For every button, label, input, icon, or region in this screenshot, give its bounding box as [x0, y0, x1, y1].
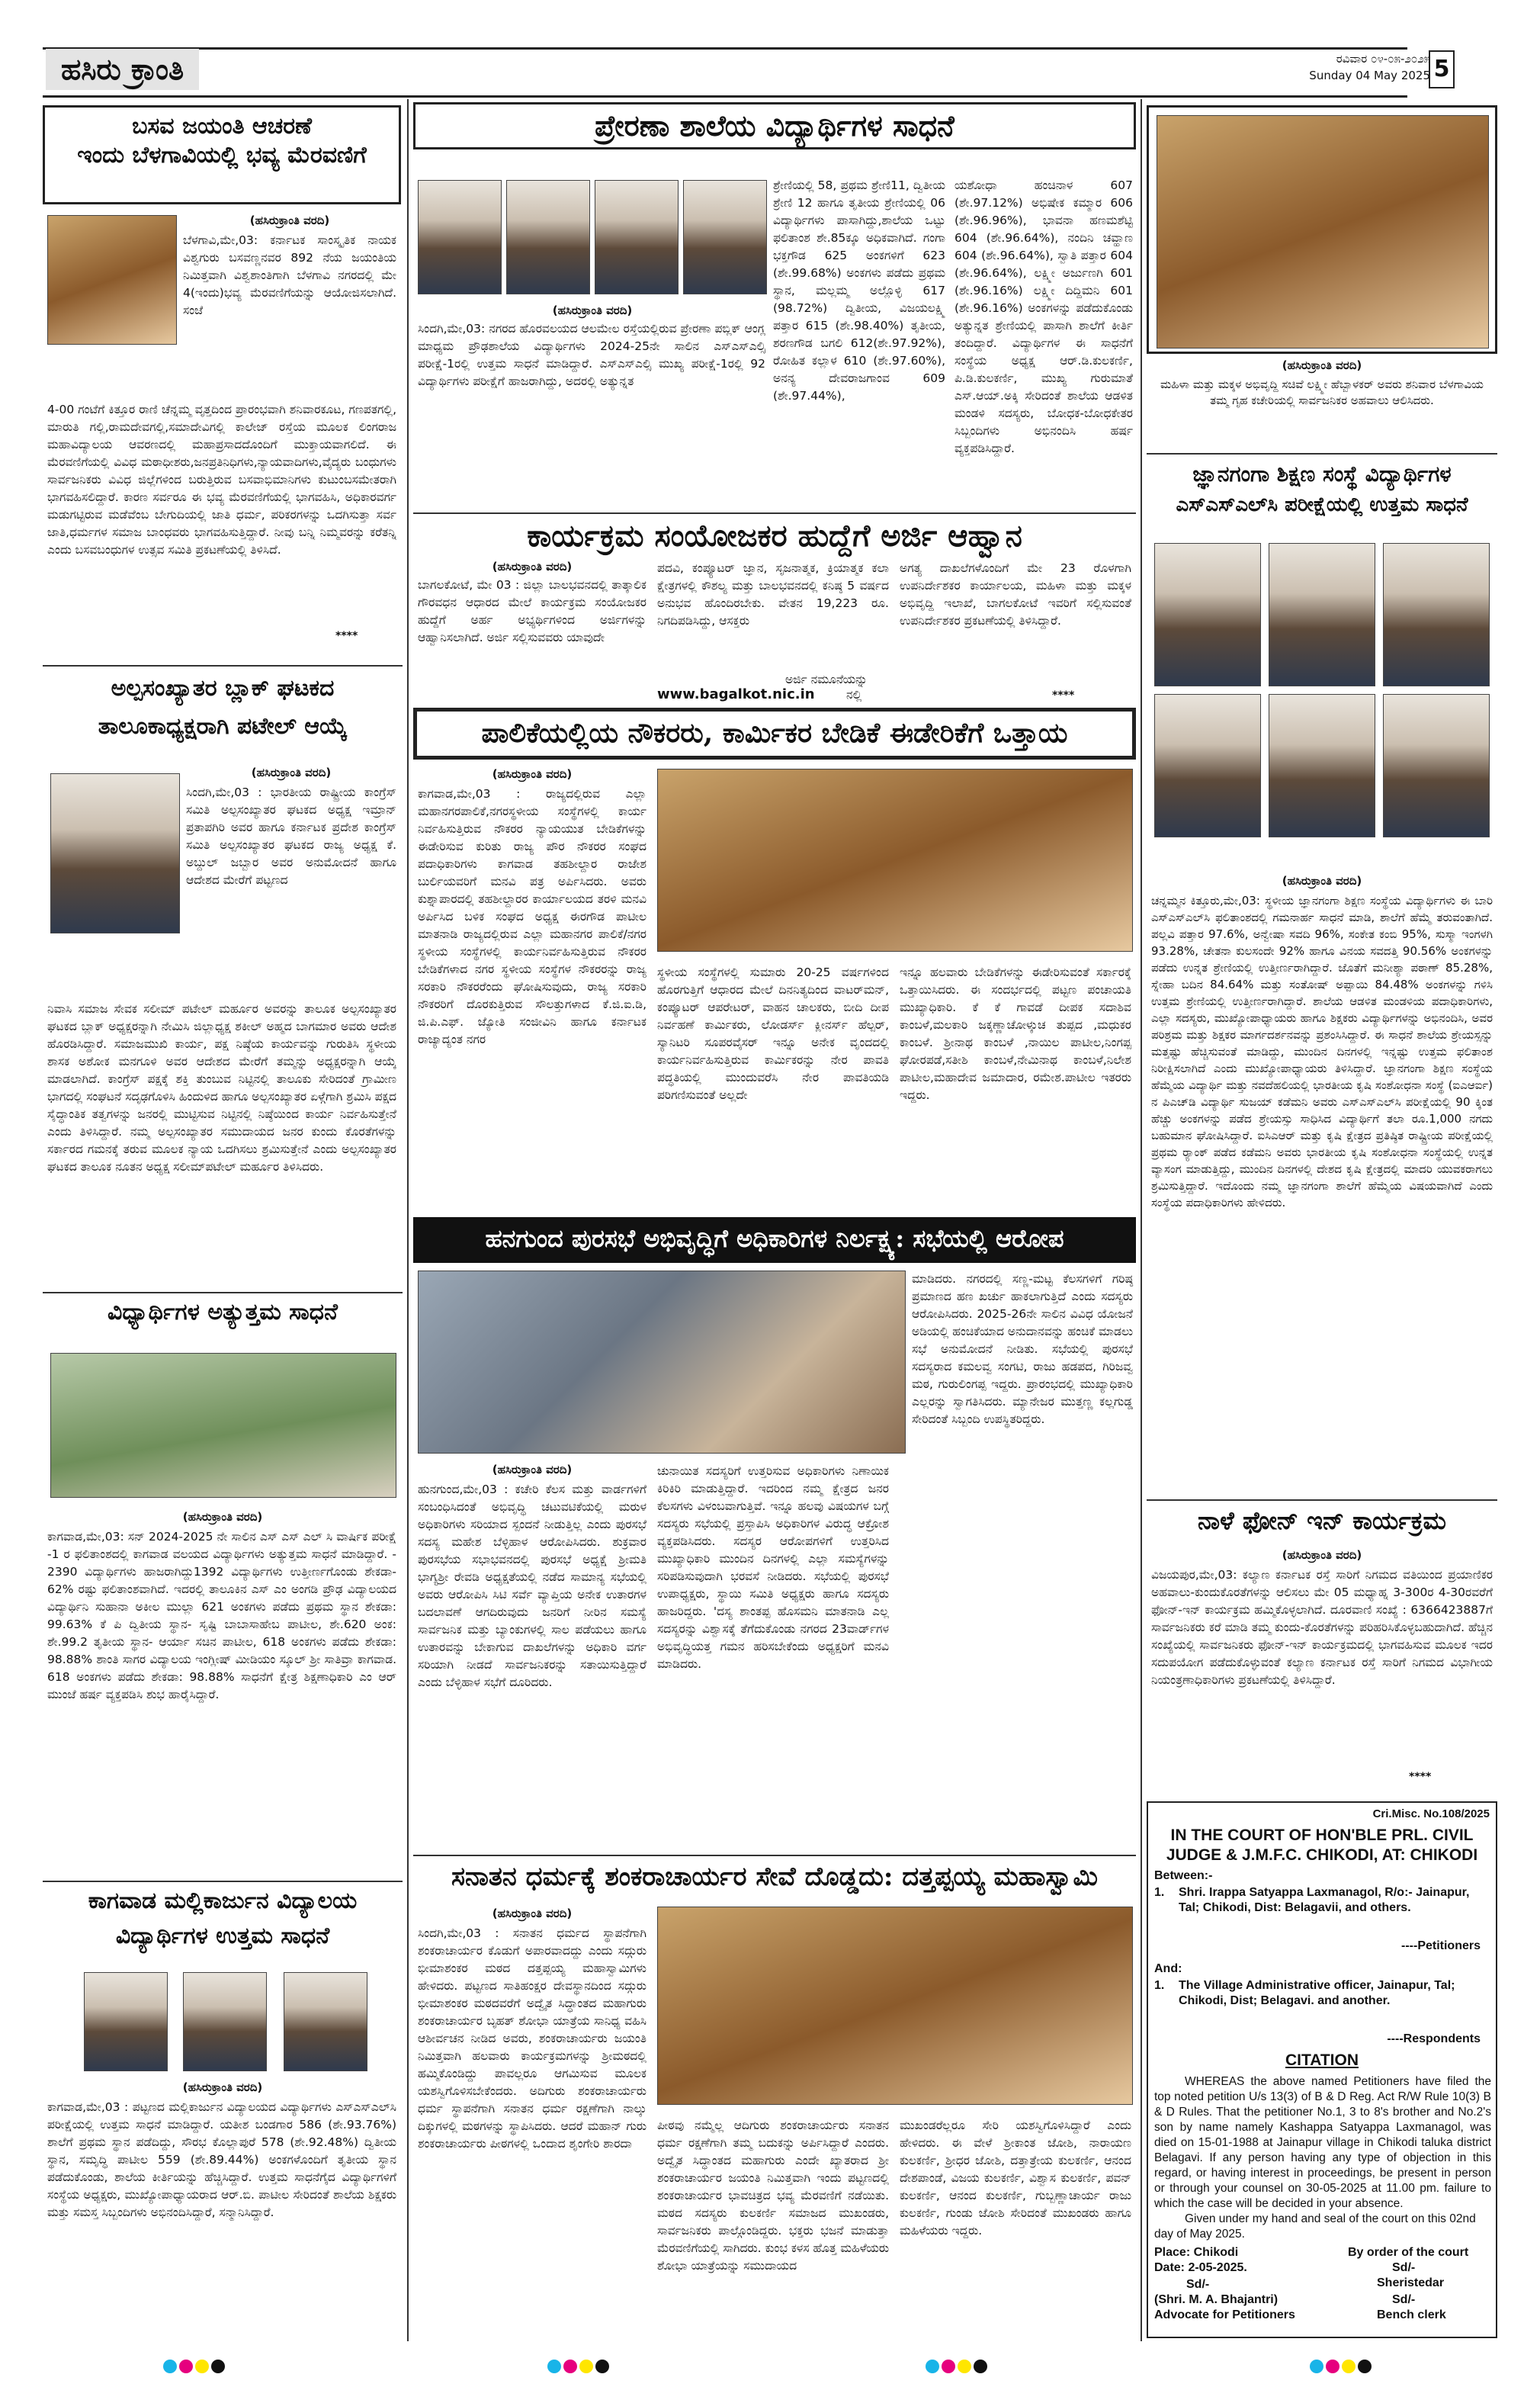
- court-place: Place: Chikodi: [1154, 2246, 1239, 2259]
- phonein-title: ನಾಳೆ ಫೋನ್ ಇನ್ ಕಾರ್ಯಕ್ರಮ: [1198, 1506, 1446, 1535]
- basava-body: 4-00 ಗಂಟೆಗೆ ಕಿತ್ತೂರ ರಾಣಿ ಚೆನ್ನಮ್ಮ ವೃತ್ತದಿಂದ ಪ್ರಾರಂಭವಾಗಿ ಶನಿವಾರಕೂಟ, ಗಣಪತಗಲ್ಲಿ, ಮಾರುತಿ ಗಲ್ಲಿ,ರಾಮದೇವಗಲ್ಲಿ,ಸಮಾದೇವಿಗಲ್ಲಿ ಕಾಲೇಜ್ ರಸ್ತೆಯ ಮೂಲಕ ಲಿಂಗರಾಜ ಮಹಾವಿದ್ಯಾಲಯ ಆವರಣದಲ್ಲಿ ಮಹಾಪ್ರಸಾದದೊಂದಿಗೆ ಮುಕ್ತಾಯವಾಗಲಿದೆ. ಈ ಮೆರವಣಿಗೆಯಲ್ಲಿ ವಿವಿಧ ಮಠಾಧೀಶರು,ಜನಪ್ರತಿನಿಧಿಗಳು,ನ್ಯಾಯವಾದಿಗಳು,ವೈದ್ಯರು ಬಂಧುಗಳು ಸಾರ್ವಜನಿಕರು ವಿವಿಧ ಜಿಲ್ಲೆಗಳಿಂದ ಬರುತ್ತಿರುವ ಬಸವಾಭಿಮಾನಿಗಳು ಕುಟುಂಬಸಮೇತರಾಗಿ ಭಾಗವಹಿಸಲಿದ್ದಾರೆ. ಕಾರಣ ಸರ್ವರೂ ಈ ಭವ್ಯ ಮೆರವಣಿಗೆಯಲ್ಲಿ ಭಾಗವಹಿಸಿ, ಅಧಿಕಾರವರ್ಗ ಮಡುಗಟ್ಟಿರುವ ಮಡೆವೆಂಬ ಬೇಗುದಿಯಲ್ಲಿ ಜಾತಿ ಧರ್ಮ, ಪರಿಕರಗಳನ್ನು ಒದಗಿಸುತ್ತಾ ಸರ್ವ ಜಾತಿ,ಧರ್ಮಗಳ ಸಮಾಜ ಬಾಂಧವರು ಭಾಗವಹಿಸುತ್ತಿದ್ದಾರೆ. ನೀವು ಬನ್ನಿ ನಿಮ್ಮವರನ್ನು ಕರೆತನ್ನಿ ಎಂದು ಬಸವಬಂಧುಗಳ ಉತ್ಸವ ಸಮಿತಿ ಪ್ರಕಟಣೆಯಲ್ಲಿ ತಿಳಿಸಿದೆ.: [47, 403, 396, 557]
- jnanaganga-title-2: ಎಸ್‌ಎಸ್‌ಎಲ್‌ಸಿ ಪರೀಕ್ಷೆಯಲ್ಲಿ ಉತ್ತಮ ಸಾಧನೆ: [1176, 493, 1468, 516]
- vidyarthigala-credit: (ಹಸಿರುಕ್ರಾಂತಿ ವರದಿ): [182, 1510, 263, 1524]
- basava-end-mark: ****: [335, 630, 358, 642]
- divider: [1147, 1499, 1497, 1501]
- magenta-dot: [1326, 2360, 1339, 2373]
- basava-title-1: ಬಸವ ಜಯಂತಿ ಆಚರಣೆ: [132, 113, 312, 140]
- registration-marks: [926, 2360, 990, 2376]
- court-case-number: Cri.Misc. No.108/2025: [1372, 1807, 1490, 1820]
- magenta-dot: [563, 2360, 577, 2373]
- court-and: And:: [1154, 1962, 1182, 1975]
- palike-headline-box: [413, 708, 1136, 760]
- yellow-dot: [195, 2360, 209, 2373]
- divider: [413, 1855, 1136, 1856]
- divider: [413, 512, 1136, 514]
- palike-memorandum-photo: [657, 769, 1133, 952]
- court-respondent: The Village Administrative officer, Jainapur, Tal; Chikodi, Dist; Belagavi. and another.: [1179, 1979, 1455, 2007]
- alpasankhyata-lead: ಸಿಂದಗಿ,ಮೇ,03 : ಭಾರತೀಯ ರಾಷ್ಟ್ರೀಯ ಕಾಂಗ್ರೆಸ್ ಸಮಿತಿ ಅಲ್ಪಸಂಖ್ಯಾತರ ಘಟಕದ ಅಧ್ಯಕ್ಷ ಇಮ್ರಾನ್ ಪ್ರತಾಪಗಿರಿ ಅವರ ಹಾಗೂ ಕರ್ನಾಟಕ ಪ್ರದೇಶ ಕಾಂಗ್ರೆಸ್ ಸಮಿತಿ ಅಲ್ಪಸಂಖ್ಯಾತರ ಘಟಕದ ರಾಜ್ಯ ಅಧ್ಯಕ್ಷ ಕೆ. ಅಬ್ದುಲ್ ಜಬ್ಬಾರ ಅವರ ಅನುಮೋದನೆ ಹಾಗೂ ಆದೇಶದ ಮೇರೆಗೆ ಪಟ್ಟಣದ: [186, 785, 396, 887]
- cyan-dot: [1310, 2360, 1323, 2373]
- divider: [43, 1881, 403, 1882]
- date-english: Sunday 04 May 2025: [1309, 69, 1430, 82]
- phonein-body: ವಿಜಯಪುರ,ಮೇ,03: ಕಲ್ಯಾಣ ಕರ್ನಾಟಕ ರಸ್ತೆ ಸಾರಿಗೆ ನಿಗಮದ ವತಿಯಿಂದ ಪ್ರಯಾಣಿಕರ ಅಹವಾಲು-ಕುಂದುಕೊರತೆಗಳನ್ನು ಆಲಿಸಲು ಮೇ 05 ಮಧ್ಯಾಹ್ನ 3-300ರ 4-30ರವರೆಗೆ ಫೋನ್-ಇನ್ ಕಾರ್ಯಕ್ರಮ ಹಮ್ಮಿಕೊಳ್ಳಲಾಗಿದೆ. ದೂರವಾಣಿ ಸಂಖ್ಯೆ : 6366423887ಗೆ ಸಾರ್ವಜನಿಕರು ಕರೆ ಮಾಡಿ ತಮ್ಮ ಕುಂದು-ಕೊರತೆಗಳನ್ನು ಪರಿಹರಿಸಿಕೊಳ್ಳಬಹುದಾಗಿದೆ. ಹೆಚ್ಚಿನ ಸಂಖ್ಯೆಯಲ್ಲಿ ಸಾರ್ವಜನಿಕರು ಫೋನ್-ಇನ್ ಕಾರ್ಯಕ್ರಮದಲ್ಲಿ ಭಾಗವಹಿಸುವ ಮೂಲಕ ಇದರ ಸದುಪಯೋಗ ಪಡೆದುಕೊಳ್ಳುವಂತೆ ಕಲ್ಯಾಣ ಕರ್ನಾಟಕ ರಸ್ತೆ ಸಾರಿಗೆ ನಿಗಮದ ವಿಭಾಗೀಯ ನಿಯಂತ್ರಣಾಧಿಕಾರಿಗಳು ಪ್ರಕಟಣೆಯಲ್ಲಿ ತಿಳಿಸಿದ್ದಾರೆ.: [1151, 1568, 1493, 1687]
- mahila-caption: ಮಹಿಳಾ ಮತ್ತು ಮಕ್ಕಳ ಅಭಿವೃದ್ದಿ ಸಚಿವೆ ಲಕ್ಷ್ಮೀ ಹೆಬ್ಬಾಳಕರ್ ಅವರು ಶನಿವಾರ ಬೆಳಗಾವಿಯ ತಮ್ಮ ಗೃಹ ಕಚೇರಿಯಲ್ಲಿ ಸಾರ್ವಜನಿಕರ ಅಹವಾಲು ಆಲಿಸಿದರು.: [1160, 377, 1484, 407]
- hanagunda-title: ಹನಗುಂದ ಪುರಸಭೆ ಅಭಿವೃದ್ಧಿಗೆ ಅಧಿಕಾರಿಗಳ ನಿರ್ಲಕ್ಷ್ಯ: ಸಭೆಯಲ್ಲಿ ಆರೋಪ: [485, 1224, 1064, 1253]
- prerana-col1: ಸಿಂದಗಿ,ಮೇ,03: ನಗರದ ಹೊರವಲಯದ ಆಲಮೇಲ ರಸ್ತೆಯಲ್ಲಿರುವ ಪ್ರೇರಣಾ ಪಬ್ಲಿಕ್ ಆಂಗ್ಲ ಮಾಧ್ಯಮ ಪ್ರೌಢಶಾಲೆಯ ವಿದ್ಯಾರ್ಥಿಗಳು 2024-25ನೇ ಸಾಲಿನ ಎಸ್ಎಸ್ಎಲ್ಸಿ ಪರೀಕ್ಷೆ-1ರಲ್ಲಿ ಉತ್ತಮ ಸಾಧನೆ ಮಾಡಿದ್ದಾರೆ. ಎಸ್ಎಸ್ಎಲ್ಸಿ ಮುಖ್ಯ ಪರೀಕ್ಷೆ-1ರಲ್ಲಿ 92 ವಿದ್ಯಾರ್ಥಿಗಳು ಪರೀಕ್ಷೆಗೆ ಹಾಜರಾಗಿದ್ದು, ಅದರಲ್ಲಿ ಅತ್ಯುನ್ನತ: [418, 322, 765, 388]
- black-dot: [595, 2360, 609, 2373]
- student-photo: [183, 1972, 267, 2071]
- yellow-dot: [579, 2360, 593, 2373]
- student-photo: [506, 180, 590, 294]
- alpasankhyata-body: ನಿವಾಸಿ ಸಮಾಜ ಸೇವಕ ಸಲೀಮ್ ಪಟೇಲ್ ಮರ್ಹೂರ ಅವರನ್ನು ತಾಲೂಕ ಅಲ್ಪಸಂಖ್ಯಾತರ ಘಟಕದ ಬ್ಲಾಕ್ ಅಧ್ಯಕ್ಷರನ್ನಾಗಿ ನೇಮಿಸಿ ಜಿಲ್ಲಾಧ್ಯಕ್ಷ ಶಕೀಲ್ ಅಹ್ಮದ ಬಾಗಮಾರ ಅವರು ಆದೇಶ ಹೊರಡಿಸಿದ್ದಾರೆ. ಸಮಾಜಮುಖಿ ಕಾರ್ಯ, ಪಕ್ಷ ನಿಷ್ಠೆಯ ಕಾರ್ಯವನ್ನು ಗುರುತಿಸಿ ಸ್ಥಳೀಯ ಶಾಸಕ ಅಶೋಕ ಮನಗೂಳಿ ಅವರ ಆದೇಶದ ಮೇರೆಗೆ ತಮ್ಮನ್ನು ಅಧ್ಯಕ್ಷರನ್ನಾಗಿ ಆಯ್ಕೆ ಮಾಡಲಾಗಿದೆ. ಕಾಂಗ್ರೆಸ್ ಪಕ್ಷಕ್ಕೆ ಶಕ್ತಿ ತುಂಬುವ ನಿಟ್ಟಿನಲ್ಲಿ ತಾಲೂಕು ಸೇರಿದಂತೆ ಗ್ರಾಮೀಣ ಭಾಗದಲ್ಲಿ ಸಂಘಟನೆ ಸದೃಢಗೊಳಿಸಿ ಹಿಂದುಳಿದ ಹಾಗೂ ಅಲ್ಪಸಂಖ್ಯಾತರ ಏಳ್ಗೆಗಾಗಿ ಶ್ರಮಿಸಿ ಪಕ್ಷದ ಸೈದ್ಧಾಂತಿಕ ತತ್ವಗಳನ್ನು ಜನರಲ್ಲಿ ಮುಟ್ಟಿಸುವ ನಿಟ್ಟಿನಲ್ಲಿ ನಿಷ್ಠೆಯಿಂದ ಕಾರ್ಯ ನಿರ್ವಹಿಸುತ್ತೇನೆ ಎಂದು ತಿಳಿಸಿದ್ದಾರೆ. ನಮ್ಮ ಅಲ್ಪಸಂಖ್ಯಾತರ ಸಮುದಾಯದ ಜನರ ಕುಂದು ಕೊರತೆಗಳನ್ನು ಸರ್ಕಾರದ ಗಮನಕ್ಕೆ ತರುವ ಮೂಲಕ ನ್ಯಾಯ ಒದಗಿಸಲು ಶ್ರಮಿಸುತ್ತೇನೆ ಎಂದು ಅಲ್ಪಸಂಖ್ಯಾತರ ಘಟಕದ ತಾಲೂಕ ನೂತನ ಅಧ್ಯಕ್ಷ ಸಲೀಮ್‌ಪಟೇಲ್ ಮರ್ಹೂರ ತಿಳಿಸಿದರು.: [47, 1002, 396, 1174]
- palike-credit: (ಹಸಿರುಕ್ರಾಂತಿ ವರದಿ): [492, 767, 573, 781]
- sanatana-title: ಸನಾತನ ಧರ್ಮಕ್ಕೆ ಶಂಕರಾಚಾರ್ಯರ ಸೇವೆ ದೊಡ್ಡದು: ದತ್ತಪ್ಪಯ್ಯ ಮಹಾಸ್ವಾಮಿ: [451, 1862, 1099, 1892]
- karyakrama-col2: ಪದವಿ, ಕಂಪ್ಯೂಟರ್ ಜ್ಞಾನ, ಸೃಜನಾತ್ಮಕ, ಕ್ರಿಯಾತ್ಮಕ ಕಲಾ ಕ್ಷೇತ್ರಗಳಲ್ಲಿ ಕೌಶಲ್ಯ ಮತ್ತು ಬಾಲಭವನದಲ್ಲಿ ಕನಿಷ್ಠ 5 ವರ್ಷದ ಅನುಭವ ಹೊಂದಿರಬೇಕು. ವೇತನ 19,223 ರೂ. ನಿಗದಿಪಡಿಸಿದ್ದು, ಆಸಕ್ತರು: [657, 561, 889, 628]
- cyan-dot: [926, 2360, 939, 2373]
- prerana-headline-box: [413, 102, 1136, 149]
- cyan-dot: [547, 2360, 561, 2373]
- black-dot: [211, 2360, 225, 2373]
- magenta-dot: [179, 2360, 193, 2373]
- palike-title: ಪಾಲಿಕೆಯಲ್ಲಿಯ ನೌಕರರು, ಕಾರ್ಮಿಕರ ಬೇಡಿಕೆ ಈಡೇರಿಕೆಗೆ ಒತ್ತಾಯ: [481, 717, 1068, 749]
- karyakrama-url-tail: ನಲ್ಲಿ: [846, 688, 862, 702]
- column-rule: [407, 99, 409, 2341]
- phonein-end-mark: ****: [1409, 1771, 1432, 1783]
- yellow-dot: [958, 2360, 971, 2373]
- black-dot: [1358, 2360, 1372, 2373]
- prerana-col2: ಶ್ರೇಣಿಯಲ್ಲಿ 58, ಪ್ರಥಮ ಶ್ರೇಣಿ11, ದ್ವಿತೀಯ ಶ್ರೇಣಿ 12 ಹಾಗೂ ತೃತೀಯ ಶ್ರೇಣಿಯಲ್ಲಿ 06 ವಿದ್ಯಾರ್ಥಿಗಳು ಪಾಸಾಗಿದ್ದು,ಶಾಲೆಯ ಒಟ್ಟು ಫಲಿತಾಂಶ ಶೇ.85ಕ್ಕೂ ಅಧಿಕವಾಗಿದೆ. ಗಂಗಾ ಭಕ್ತಗೌಡ 625 ಅಂಕಗಳಿಗೆ 623 (ಶೇ.99.68%) ಅಂಕಗಳು ಪಡೆದು ಪ್ರಥಮ ಸ್ಥಾನ, ಮಲ್ಲಮ್ಮ ಅಲ್ಲೊಳ್ಳಿ 617 (98.72%) ದ್ವಿತೀಯ, ವಿಜಯಲಕ್ಷ್ಮಿ ಪತ್ತಾರ 615 (ಶೇ.98.40%) ತೃತೀಯ, ಶರಣಗೌಡ ಬಗಲಿ 612(ಶೇ.97.92%), ರೋಹಿತ ಕಲ್ಲಾಳ 610 (ಶೇ.97.60%), ಅನನ್ಯ ದೇವರಾಜಗಾಂವ 609 (ಶೇ.97.44%),: [773, 178, 945, 403]
- hanagunda-headline-bar: [413, 1217, 1136, 1263]
- court-sheristedar: Sheristedar: [1377, 2276, 1445, 2289]
- student-photo: [284, 1972, 367, 2071]
- prerana-title: ಪ್ರೇರಣಾ ಶಾಲೆಯ ವಿದ್ಯಾರ್ಥಿಗಳ ಸಾಧನೆ: [595, 108, 954, 143]
- student-photo: [418, 180, 502, 294]
- basava-lead: ಬೆಳಗಾವಿ,ಮೇ,03: ಕರ್ನಾಟಕ ಸಾಂಸ್ಕೃತಿಕ ನಾಯಕ ವಿಶ್ವಗುರು ಬಸವಣ್ಣನವರ 892 ನೆಯ ಜಯಂತಿಯ ನಿಮಿತ್ತವಾಗಿ ವಿಶ್ವಶಾಂತಿಗಾಗಿ ಬೆಳಗಾವಿ ನಗರದಲ್ಲಿ ಮೇ 4(ಇಂದು)ಭವ್ಯ ಮೆರವಣಿಗೆಯನ್ನು ಆಯೋಜಿಸಲಾಗಿದೆ. ಸಂಜೆ: [183, 233, 396, 317]
- karyakrama-credit: (ಹಸಿರುಕ್ರಾಂತಿ ವರದಿ): [492, 560, 573, 573]
- alpasankhyata-title-1: ಅಲ್ಪಸಂಖ್ಯಾತರ ಬ್ಲಾಕ್ ಘಟಕದ: [111, 675, 335, 702]
- black-dot: [974, 2360, 987, 2373]
- mallikarjun-title-2: ವಿದ್ಯಾರ್ಥಿಗಳ ಉತ್ತಮ ಸಾಧನೆ: [115, 1923, 330, 1949]
- court-petitioner: Shri. Irappa Satyappa Laxmanagol, R/o:- Jainapur, Tal; Chikodi, Dist: Belagavii, and others.: [1179, 1886, 1470, 1914]
- jnanaganga-credit: (ಹಸಿರುಕ್ರಾಂತಿ ವರದಿ): [1282, 874, 1362, 888]
- bagalkot-website-link[interactable]: www.bagalkot.nic.in: [657, 686, 815, 702]
- hanagunda-col2: ಚುನಾಯಿತ ಸದಸ್ಯರಿಗೆ ಉತ್ತರಿಸುವ ಅಧಿಕಾರಿಗಳು ನಿಣಾಯಿಕ ಕಿರಿಕಿರಿ ಮಾಡುತ್ತಿದ್ದಾರೆ. ಇದರಿಂದ ನಮ್ಮ ಕ್ಷೇತ್ರದ ಜನರ ಕೆಲಸಗಳು ವಿಳಂಬವಾಗುತ್ತಿವೆ. ಇನ್ನೂ ಹಲವು ವಿಷಯಗಳ ಬಗ್ಗೆ ಸದಸ್ಯರು ಸಭೆಯಲ್ಲಿ ಪ್ರಸ್ತಾಪಿಸಿ ಅಧಿಕಾರಿಗಳ ವಿರುದ್ಧ ಆಕ್ರೋಶ ವ್ಯಕ್ತಪಡಿಸಿದರು. ಸದಸ್ಯರ ಆರೋಪಗಳಿಗೆ ಉತ್ತರಿಸಿದ ಮುಖ್ಯಾಧಿಕಾರಿ ಮುಂದಿನ ದಿನಗಳಲ್ಲಿ ಎಲ್ಲಾ ಸಮಸ್ಯೆಗಳನ್ನು ಸರಿಪಡಿಸುವುದಾಗಿ ಭರವಸೆ ನೀಡಿದರು. ಸಭೆಯಲ್ಲಿ ಪುರಸಭೆ ಉಪಾಧ್ಯಕ್ಷರು, ಸ್ಥಾಯಿ ಸಮಿತಿ ಅಧ್ಯಕ್ಷರು ಹಾಗೂ ಸದಸ್ಯರು ಹಾಜರಿದ್ದರು. 'ದಸ್ಯ ಶಾಂತಪ್ಪ ಹೊಸಮನಿ ಮಾತನಾಡಿ ಎಲ್ಲ ಸದಸ್ಯರನ್ನು ವಿಶ್ವಾಸಕ್ಕೆ ತೆಗೆದುಕೊಂಡು ನಗರದ 23ವಾರ್ಡ್‌ಗಳ ಅಭಿವೃದ್ಧಿಯತ್ತ ಗಮನ ಹರಿಸಬೇಕೆಂದು ಅಧ್ಯಕ್ಷರಿಗೆ ಮನವಿ ಮಾಡಿದರು.: [657, 1464, 889, 1671]
- court-citation-heading: CITATION: [1285, 2051, 1359, 2069]
- court-given: Given under my hand and seal of the court on this 02nd day of May 2025.: [1154, 2212, 1476, 2241]
- divider: [43, 1292, 403, 1293]
- hanagunda-col3: ಮಾಡಿದರು. ನಗರದಲ್ಲಿ ಸಣ್ಣ-ಮಟ್ಟ ಕೆಲಸಗಳಿಗೆ ಗರಿಷ್ಠ ಪ್ರಮಾಣದ ಹಣ ಖರ್ಚು ಹಾಕಲಾಗುತ್ತಿದೆ ಎಂದು ಸದಸ್ಯರು ಆರೋಪಿಸಿದರು. 2025-26ನೇ ಸಾಲಿನ ವಿವಿಧ ಯೋಜನೆ ಅಡಿಯಲ್ಲಿ ಹಂಚಿಕೆಯಾದ ಅನುದಾನವನ್ನು ಹಂಚಿಕೆ ಮಾಡಲು ಸಭೆ ಅನುಮೋದನೆ ನೀಡಿತು. ಸಭೆಯಲ್ಲಿ ಪುರಸಭೆ ಸದಸ್ಯರಾದ ಕಮಲವ್ವ ಸಂಗಟಿ, ರಾಜು ಹಡಪದ, ಗಿರಿಜವ್ವ ಮಠ, ಗುರುಲಿಂಗಪ್ಪ ಇದ್ದರು. ಪ್ರಾರಂಭದಲ್ಲಿ ಮುಖ್ಯಾಧಿಕಾರಿ ಎಲ್ಲರನ್ನು ಸ್ವಾಗತಿಸಿದರು. ಮ್ಯಾನೇಜರ ಮುತ್ತಣ್ಣ ಕಲ್ಲಗುಡ್ಡ ಸೇರಿದಂತೆ ಸಿಬ್ಬಂದಿ ಉಪಸ್ಥಿತರಿದ್ದರು.: [912, 1272, 1133, 1426]
- prerana-col3: ಯಶೋಧಾ ಹಂಚಿನಾಳ 607 (ಶೇ.97.12%) ಅಭಿಷೇಕ ಕಮ್ಮಾರ 606 (ಶೇ.96.96%), ಭಾವನಾ ಹಣಮಶೆಟ್ಟಿ 604 (ಶೇ.96.64%), ನಂದಿನಿ ಚವ್ಹಾಣ 604 (ಶೇ.96.64%), ಸ್ವಾತಿ ಪತ್ತಾರ 604 (ಶೇ.96.64%), ಲಕ್ಷ್ಮೀ ಅರ್ಜುಣಗಿ 601 (ಶೇ.96.16%) ಲಕ್ಷ್ಮೀ ದಿದ್ದಿಮನಿ 601 (ಶೇ.96.16%) ಅಂಕಗಳನ್ನು ಪಡೆದುಕೊಂಡು ಅತ್ಯುನ್ನತ ಶ್ರೇಣಿಯಲ್ಲಿ ಪಾಸಾಗಿ ಶಾಲೆಗೆ ಕೀರ್ತಿ ತಂದಿದ್ದಾರೆ. ವಿದ್ಯಾರ್ಥಿಗಳ ಈ ಸಾಧನೆಗೆ ಸಂಸ್ಥೆಯ ಅಧ್ಯಕ್ಷ ಆರ್.ಡಿ.ಕುಲಕರ್ಣಿ, ಪಿ.ಡಿ.ಕುಲಕರ್ಣಿ, ಮುಖ್ಯ ಗುರುಮಾತೆ ಎಸ್.ಆಯ್.ಅಕ್ಕಿ ಸೇರಿದಂತೆ ಶಾಲೆಯ ಆಡಳಿತ ಮಂಡಳಿ ಸದಸ್ಯರು, ಬೋಧಕ-ಬೋಧಕೇತರ ಸಿಬ್ಬಂದಿಗಳು ಅಭಿನಂದಿಸಿ ಹರ್ಷ ವ್ಯಕ್ತಪಡಿಸಿದ್ದಾರೆ.: [954, 178, 1133, 455]
- divider: [1147, 453, 1497, 455]
- court-title: IN THE COURT OF HON'BLE PRL. CIVIL JUDGE & J.M.F.C. CHIKODI, AT: CHIKODI: [1166, 1826, 1478, 1864]
- court-between: Between:-: [1154, 1869, 1213, 1882]
- karyakrama-end-mark: ****: [1052, 689, 1075, 702]
- mallikarjun-body: ಕಾಗವಾಡ,ಮೇ,03 : ಪಟ್ಟಣದ ಮಲ್ಲಿಕಾರ್ಜುನ ವಿದ್ಯಾಲಯದ ವಿದ್ಯಾರ್ಥಿಗಳು ಎಸ್ಎಸ್ಎಲ್‌ಸಿ ಪರೀಕ್ಷೆಯಲ್ಲಿ ಉತ್ತಮ ಸಾಧನೆ ಮಾಡಿದ್ದಾರೆ. ಯತೀಶ ಬಂಡಗಾರ 586 (ಶೇ.93.76%) ಶಾಲೆಗೆ ಪ್ರಥಮ ಸ್ಥಾನ ಪಡೆದಿದ್ದು, ಸೌರಭ ಕೊಲ್ಲಾಪುರೆ 578 (ಶೇ.92.48%) ದ್ವಿತೀಯ ಸ್ಥಾನ, ಸಮೃದ್ಧಿ ಪಾಟೀಲ 559 (ಶೇ.89.44%) ಅಂಕಗಳೊಂದಿಗೆ ತೃತೀಯ ಸ್ಥಾನ ಪಡೆದುಕೊಂಡು, ಶಾಲೆಯ ಕೀರ್ತಿಯನ್ನು ಹೆಚ್ಚಿಸಿದ್ದಾರೆ. ಉತ್ತಮ ಸಾಧನೆಗೈದ ವಿದ್ಯಾರ್ಥಿಗಳಿಗೆ ಸಂಸ್ಥೆಯ ಅಧ್ಯಕ್ಷರು, ಮುಖ್ಯೋಪಾಧ್ಯಾಯರಾದ ಆರ್.ಬಿ. ಪಾಟೀಲ ಸೇರಿದಂತೆ ಶಾಲೆಯ ಶಿಕ್ಷಕರು ಮತ್ತು ಸಮಸ್ತ ಸಿಬ್ಬಂದಿಗಳು ಅಭಿನಂದಿಸಿದ್ದಾರೆ, ಸನ್ಮಾನಿಸಿದ್ದಾರೆ.: [47, 2100, 396, 2219]
- student-photo: [595, 180, 679, 294]
- court-petitioners-label: ----Petitioners: [1401, 1939, 1481, 1952]
- patel-portrait-photo: [50, 773, 180, 933]
- court-date: Date: 2-05-2025.: [1154, 2261, 1247, 2274]
- sanatana-col3: ಮುಖಂಡರೆಲ್ಲರೂ ಸೇರಿ ಯಶಸ್ವಿಗೊಳಿಸಿದ್ದಾರೆ ಎಂದು ಹೇಳಿದರು. ಈ ವೇಳೆ ಶ್ರೀಕಾಂತ ಜೋಶಿ, ನಾರಾಯಣ ಕುಲಕರ್ಣಿ, ಶ್ರೀಧರ ಜೋಶಿ, ದತ್ತಾತ್ರೇಯ ಕುಲಕರ್ಣಿ, ಆನಂದ ದೇಶಪಾಂಡೆ, ವಿಜಯ ಕುಲಕರ್ಣಿ, ವಿಶ್ವಾಸ ಕುಲಕರ್ಣಿ, ಪವನ್ ಕುಲಕರ್ಣಿ, ಆನಂದ ಕುಲಕರ್ಣಿ, ಗುಬ್ಬಣ್ಣಾಚಾರ್ಯ ರಾಜು ಕುಲಕರ್ಣಿ, ಗುಂಡು ಜೋಶಿ ಸೇರಿದಂತೆ ಮುಖಂಡರು ಹಾಗೂ ಮಹಿಳೆಯರು ಇದ್ದರು.: [900, 2119, 1131, 2238]
- basava-statue-photo: [47, 215, 177, 345]
- court-respondents-label: ----Respondents: [1387, 2032, 1481, 2045]
- registration-marks: [1310, 2360, 1374, 2376]
- cyan-dot: [163, 2360, 177, 2373]
- student-photo: [1383, 543, 1490, 686]
- students-group-photo: [50, 1353, 396, 1498]
- divider: [43, 665, 403, 667]
- karyakrama-col1: ಬಾಗಲಕೋಟೆ, ಮೇ 03 : ಜಿಲ್ಲಾ ಬಾಲಭವನದಲ್ಲಿ ತಾತ್ಕಾಲಿಕ ಗೌರವಧನ ಆಧಾರದ ಮೇಲೆ ಕಾರ್ಯಕ್ರಮ ಸಂಯೋಜಕರ ಹುದ್ದೆಗೆ ಅರ್ಹ ಅಭ್ಯರ್ಥಿಗಳಿಂದ ಅರ್ಜಿಗಳನ್ನು ಆಹ್ವಾನಿಸಲಾಗಿದೆ. ಅರ್ಜಿ ಸಲ್ಲಿಸುವವರು ಯಾವುದೇ: [418, 578, 646, 644]
- jnanaganga-title-1: ಜ್ಞಾನಗಂಗಾ ಶಿಕ್ಷಣ ಸಂಸ್ಥೆ ವಿದ್ಯಾರ್ಥಿಗಳ: [1192, 461, 1452, 487]
- magenta-dot: [942, 2360, 955, 2373]
- karyakrama-note: ಅರ್ಜಿ ನಮೂನೆಯನ್ನು: [785, 673, 868, 686]
- basava-title-2: ಇಂದು ಬೆಳಗಾವಿಯಲ್ಲಿ ಭವ್ಯ ಮೆರವಣಿಗೆ: [77, 141, 367, 169]
- prerana-credit: (ಹಸಿರುಕ್ರಾಂತಿ ವರದಿ): [552, 304, 633, 317]
- student-photo: [1154, 694, 1261, 837]
- column-rule: [1141, 99, 1142, 2341]
- vidyarthigala-title: ವಿಧ್ಯಾರ್ಥಿಗಳ ಅತ್ಯುತ್ತಮ ಸಾಧನೆ: [107, 1299, 338, 1325]
- mallikarjun-credit: (ಹಸಿರುಕ್ರಾಂತಿ ವರದಿ): [182, 2080, 263, 2094]
- sanatana-col1: ಸಿಂದಗಿ,ಮೇ,03 : ಸನಾತನ ಧರ್ಮದ ಸ್ಥಾಪನೆಗಾಗಿ ಶಂಕರಾಚಾರ್ಯರ ಕೊಡುಗೆ ಅಪಾರವಾದದ್ದು ಎಂದು ಸದ್ಗುರು ಭೀಮಾಶಂಕರ ಮಠದ ದತ್ತಪ್ಪಯ್ಯ ಮಹಾಸ್ವಾಮಿಗಳು ಹೇಳಿದರು. ಪಟ್ಟಣದ ಸಾತಿಹಂಕ್ಷರ ದೇವಸ್ಥಾನದಿಂದ ಸದ್ಗುರು ಭೀಮಾಶಂಕರ ಮಠದವರೆಗೆ ಅದ್ವೈತ ಸಿದ್ಧಾಂತದ ಮಹಾಗುರು ಶಂಕರಾಚಾರ್ಯರ ಬೃಹತ್ ಶೋಭಾ ಯಾತ್ರೆಯ ಸಾನಿಧ್ಯ ವಹಿಸಿ ಆಶೀರ್ವಚನ ನೀಡಿದ ಅವರು, ಶಂಕರಾಚಾರ್ಯರು ಜಯಂತಿ ನಿಮಿತ್ತವಾಗಿ ಹಲವಾರು ಕಾರ್ಯಕ್ರಮಗಳನ್ನು ಶ್ರೀಮಠದಲ್ಲಿ ಹಮ್ಮಿಕೊಂಡಿದ್ದು ಪಾವಲ್ಲರೂ ಆಗಮಿಸುವ ಮೂಲಕ ಯಶಸ್ವಿಗೊಳಿಸಬೇಕೆಂದರು. ಅದಿಗುರು ಶಂಕರಾಚಾರ್ಯರು ಧರ್ಮ ಸ್ಥಾಪನೆಗಾಗಿ ಸನಾತನ ಧರ್ಮ ರಕ್ಷಣೆಗಾಗಿ ನಾಲ್ಕು ದಿಕ್ಕುಗಳಲ್ಲಿ ಮಠಗಳನ್ನು ಸ್ಥಾಪಿಸಿದರು. ಆದರೆ ಮಹಾನ್ ಗುರು ಶಂಕರಾಚಾರ್ಯರು ಪೀಠಗಳಲ್ಲಿ ಒಂದಾದ ಶೃಂಗೇರಿ ಶಾರದಾ: [418, 1926, 646, 2151]
- hanagunda-meeting-photo: [418, 1271, 906, 1454]
- vidyarthigala-body: ಕಾಗವಾಡ,ಮೇ,03: ಸನ್ 2024-2025 ನೇ ಸಾಲಿನ ಎಸ್ ಎಸ್ ಎಲ್ ಸಿ ವಾರ್ಷಿಕ ಪರೀಕ್ಷೆ -1 ರ ಫಲಿತಾಂಶದಲ್ಲಿ ಕಾಗವಾಡ ವಲಯದ ವಿದ್ಯಾರ್ಥಿಗಳು ಅತ್ಯುತ್ತಮ ಸಾಧನೆ ಮಾಡಿದ್ದಾರೆ. - 2390 ವಿದ್ಯಾರ್ಥಿಗಳು ಹಾಜರಾಗಿದ್ದು1392 ವಿದ್ಯಾರ್ಥಿಗಳು ಉತ್ತೀರ್ಣಗೊಂಡು ಶೇಕಡಾ- 62% ರಷ್ಟು ಫಲಿತಾಂಶವಾಗಿದೆ. ಇದರಲ್ಲಿ ತಾಲೂಕಿನ ಎಸ್ ಎಂ ಅಂಗಡಿ ಪ್ರೌಢ ವಿದ್ಯಾಲಯದ ವಿದ್ಯಾರ್ಥಿನಿ ಸುಹಾನಾ ಅಕೀಲ ಮುಲ್ಲಾ 621 ಅಂಕಗಳು ಪಡೆದು ಪ್ರಥಮ ಸ್ಥಾನ ಶೇಕಡಾ: 99.63% ಕೆ ಪಿ ದ್ವಿತೀಯ ಸ್ಥಾನ- ಸೃಷ್ಟಿ ಬಾಬಾಸಾಹೇಬ ಪಾಟೀಲ, ಶೇ.620 ಅಂಕ: ಶೇ.99.2 ತೃತೀಯ ಸ್ಥಾನ- ಆರ್ಯಾ ಸಚಿನ ಪಾಟೀಲ, 618 ಅಂಕಗಳು ಪಡೆದು ಶೇಕಡಾ: 98.88% ಶಾಂತಿ ಸಾಗರ ವಿದ್ಯಾಲಯ ಇಂಗ್ಲೀಷ್ ಮೀಡಿಯಂ ಸ್ಕೂಲ್ ಶ್ರೀ ಸಾತಿವ್ರಾ ಕಾಗವಾಡ. 618 ಅಂಕಗಳು ಪಡೆದು ಶೇಕಡಾ: 98.88% ಸಾಧನೆಗೆ ಕ್ಷೇತ್ರ ಶಿಕ್ಷಣಾಧಿಕಾರಿ ಎಂ ಆರ್ ಮುಂಜೆ ಹರ್ಷ ವ್ಯಕ್ತಪಡಿಸಿ ಶುಭ ಹಾರೈಸಿದ್ದಾರೆ.: [47, 1530, 396, 1701]
- mallikarjun-title-1: ಕಾಗವಾಡ ಮಲ್ಲಿಕಾರ್ಜುನ ವಿದ್ಯಾಲಯ: [88, 1887, 358, 1914]
- date-kannada: ರವಿವಾರ ೦೪-೦೫-೨೦೨೫: [1336, 52, 1430, 66]
- mahila-photo-box: [1147, 105, 1497, 354]
- sanatana-credit: (ಹಸಿರುಕ್ರಾಂತಿ ವರದಿ): [492, 1907, 573, 1920]
- court-respondent-number: 1.: [1154, 1979, 1165, 1992]
- phonein-credit: (ಹಸಿರುಕ್ರಾಂತಿ ವರದಿ): [1282, 1548, 1362, 1562]
- minister-grievance-photo: [1157, 115, 1489, 349]
- student-photo: [1154, 543, 1261, 686]
- court-sd-sheristedar: Sd/-: [1392, 2261, 1416, 2274]
- basava-credit: (ಹಸಿರುಕ್ರಾಂತಿ ವರದಿ): [249, 214, 330, 227]
- court-petitioner-number: 1.: [1154, 1886, 1165, 1899]
- student-photo: [683, 180, 767, 294]
- masthead: [43, 47, 1407, 98]
- court-citation-notice: [1147, 1801, 1497, 2338]
- student-photo: [1269, 694, 1375, 837]
- sanatana-col2: ಪೀಠವು ನಮ್ಮೆಲ್ಲ ಆದಿಗುರು ಶಂಕರಾಚಾರ್ಯರು ಸನಾತನ ಧರ್ಮ ರಕ್ಷಣೆಗಾಗಿ ತಮ್ಮ ಬದುಕನ್ನು ಅರ್ಪಿಸಿದ್ದಾರೆ ಎಂದರು. ಅದ್ವೈತ ಸಿದ್ಧಾಂತದ ಮಹಾಗುರು ಎಂದೇ ಖ್ಯಾತರಾದ ಶ್ರೀ ಶಂಕರಾಚಾರ್ಯರ ಜಯಂತಿ ನಿಮಿತ್ತವಾಗಿ ಇಂದು ಪಟ್ಟಣದಲ್ಲಿ ಶಂಕರಾಚಾರ್ಯರ ಭಾವಚಿತ್ರದ ಭವ್ಯ ಮೆರವಣಿಗೆ ನಡೆಯಿತು. ಮಠದ ಸದಸ್ಯರು ಕುಲಕರ್ಣಿ ಸಮಾಜದ ಮುಖಂಡರು, ಸಾರ್ವಜನಿಕರು ಪಾಲ್ಗೊಂಡಿದ್ದರು. ಭಕ್ತರು ಭಜನೆ ಮಾಡುತ್ತಾ ಮೆರವಣಿಗೆಯಲ್ಲಿ ಸಾಗಿದರು. ಕುಂಭ ಕಳಸ ಹೊತ್ತ ಮಹಿಳೆಯರು ಶೋಭಾ ಯಾತ್ರೆಯನ್ನು ಸಮುದಾಯದ: [657, 2119, 889, 2273]
- hanagunda-col1: ಹುನಗುಂದ,ಮೇ,03 : ಕಚೇರಿ ಕೆಲಸ ಮತ್ತು ವಾರ್ಡಗಳಿಗೆ ಸಂಬಂಧಿಸಿದಂತೆ ಅಭಿವೃದ್ಧಿ ಚಟುವಟಿಕೆಯಲ್ಲಿ ಮರುಳ ಅಧಿಕಾರಿಗಳು ಸರಿಯಾದ ಸ್ಪಂದನೆ ನೀಡುತ್ತಿಲ್ಲ ಎಂದು ಪುರಸಭೆ ಸದಸ್ಯ ಮಹೇಶ ಬೆಳ್ಳಿಹಾಳ ಆರೋಪಿಸಿದರು. ಶುಕ್ರವಾರ ಪುರಸಭೆಯ ಸಭಾಭವನದಲ್ಲಿ ಪುರಸಭೆ ಅಧ್ಯಕ್ಷೆ ಶ್ರೀಮತಿ ಭಾಗ್ಯಶ್ರೀ ರೇವಡಿ ಅಧ್ಯಕ್ಷತೆಯಲ್ಲಿ ನಡೆದ ಸಾಮಾನ್ಯ ಸಭೆಯಲ್ಲಿ ಅವರು ಆರೋಪಿಸಿ ಸಿಟಿ ಸರ್ವೆ ವ್ಯಾಪ್ತಿಯ ಅನೇಕ ಉತಾರಗಳ ಬದಲಾವಣೆ ಆಗದಿರುವುದು ಜನರಿಗೆ ನೀರಿನ ಸಮಸ್ಯೆ ಸಾರ್ವಜನಿಕ ಮತ್ತು ಬ್ಯಾಂಕುಗಳಲ್ಲಿ ಸಾಲ ಪಡೆಯಲು ಹಾಗೂ ಉತಾರವನ್ನು ಬೇಕಾಗುವ ದಾಖಲೆಗಳನ್ನು ಅಧಿಕಾರಿ ವರ್ಗ ಸರಿಯಾಗಿ ನೀಡದೆ ಸಾರ್ವಜನಿಕರನ್ನು ಸತಾಯಿಸುತ್ತಿದ್ದಾರೆ ಎಂದು ಬೆಳ್ಳಿಹಾಳ ಸಭೆಗೆ ದೂರಿದರು.: [418, 1483, 646, 1689]
- student-photo: [1269, 543, 1375, 686]
- court-body: WHEREAS the above named Petitioners have filed the top noted petition U/s 13(3) of B & D Reg. Act R/W Rule 10(3) B & D Rules. That the petitioner No.1, 3 to 8's brother and No.2's son by name namely Kashappa Satyappa Laxmanagol, was died on 15-01-1988 at Jainapur village in Chikodi taluka district Belagavi. If any person having any type of objection in this regard, or having interest in proceedings, be present in person or through your counsel on 30-05-2025 at 11.00 pm. failure to which the case will be decided in your absence.: [1154, 2075, 1491, 2210]
- court-bench-clerk: Bench clerk: [1377, 2308, 1446, 2321]
- registration-marks: [163, 2360, 227, 2376]
- paper-name: ಹಸಿರು ಕ್ರಾಂತಿ: [46, 49, 199, 90]
- shankaracharya-procession-photo: [657, 1907, 1133, 2105]
- court-advocate-name: (Shri. M. A. Bhajantri): [1154, 2293, 1279, 2306]
- registration-marks: [547, 2360, 611, 2376]
- palike-col2: ಸ್ಥಳೀಯ ಸಂಸ್ಥೆಗಳಲ್ಲಿ ಸುಮಾರು 20-25 ವರ್ಷಗಳಿಂದ ಹೊರಗುತ್ತಿಗೆ ಆಧಾರದ ಮೇಲೆ ದಿನನಿತ್ಯದಿಂದ ವಾಟರ್‌ಮನ್, ಕಂಪ್ಯೂಟರ್ ಆಪರೇಟರ್, ವಾಹನ ಚಾಲಕರು, ಬೀದಿ ದೀಪ ನಿರ್ವಹಣೆ ಕಾರ್ಮಿಕರು, ಲೋಡರ್ಸ್ ಕ್ಲೀನರ್ಸ್ ಹೆಲ್ಪರ್, ಸ್ಯಾನಿಟರಿ ಸೂಪರವೈಸರ್ ಇನ್ನೂ ಅನೇಕ ವೃಂದದಲ್ಲಿ ಕಾರ್ಯನಿರ್ವಹಿಸುತ್ತಿರುವ ಕಾರ್ಮಿಕರನ್ನು ನೇರ ಪಾವತಿ ಪದ್ಧತಿಯಲ್ಲಿ ಮುಂದುವರೆಸಿ ನೇರ ಪಾವತಿಯಡಿ ಪರಿಗಣಿಸುವಂತೆ ಅಲ್ಲದೇ: [657, 965, 889, 1102]
- hanagunda-credit: (ಹಸಿರುಕ್ರಾಂತಿ ವರದಿ): [492, 1463, 573, 1476]
- alpasankhyata-title-2: ತಾಲೂಕಾಧ್ಯಕ್ಷರಾಗಿ ಪಟೇಲ್ ಆಯ್ಕೆ: [98, 713, 348, 740]
- student-photo: [1383, 694, 1490, 837]
- student-photo: [84, 1972, 168, 2071]
- palike-col3: ಇನ್ನೂ ಹಲವಾರು ಬೇಡಿಕೆಗಳನ್ನು ಈಡೇರಿಸುವಂತೆ ಸರ್ಕಾರಕ್ಕೆ ಒತ್ತಾಯಿಸಿದರು. ಈ ಸಂದರ್ಭದಲ್ಲಿ ಪಟ್ಟಣ ಪಂಚಾಯತಿ ಮುಖ್ಯಾಧಿಕಾರಿ. ಕೆ ಕೆ ಗಾವಡೆ ದೀಪಕ ಸದಾಶಿವ ಕಾಂಬಳೆ,ಮಲಕಾರಿ ಜಕ್ಕಣ್ಣಾಚೋಳ್ಕುಚ ತುಪ್ಪದ ,ಮಧುಕರ ಕಾಂಬಳೆ. ಶ್ರೀನಾಥ ಕಾಂಬಳೆ ,ನಾಯಿಲ ಪಾಟೀಲ,ನಿಂಗಪ್ಪ ಘೋರಪಡೆ,ಸತೀಶಿ ಕಾಂಬಳೆ,ನೇಮಿನಾಥ ಕಾಂಬಳೆ,ನಿಲೇಶ ಪಾಟೀಲ,ಮಹಾದೇವ ಜಮಾದಾರ, ರಮೇಶ.ಪಾಟೀಲ ಇತರರು ಇದ್ದರು.: [900, 965, 1131, 1102]
- page-number: 5: [1429, 50, 1455, 88]
- court-sd-bench: Sd/-: [1392, 2293, 1416, 2306]
- court-by-order: By order of the court: [1348, 2246, 1469, 2259]
- jnanaganga-body: ಚನ್ನಮ್ಮನ ಕಿತ್ತೂರು,ಮೇ,03: ಸ್ಥಳೀಯ ಜ್ಞಾನಗಂಗಾ ಶಿಕ್ಷಣ ಸಂಸ್ಥೆಯ ವಿದ್ಯಾರ್ಥಿಗಳು ಈ ಬಾರಿ ಎಸ್‌ಎಸ್‌ಎಲ್‌ಸಿ ಫಲಿತಾಂಶದಲ್ಲಿ ಗಮನಾರ್ಹ ಸಾಧನೆ ಮಾಡಿ, ಶಾಲೆಗೆ ಹೆಮ್ಮೆ ತರುವಂತಾಗಿದೆ. ಪಲ್ಲವಿ ಪತ್ತಾರ 97.6%, ಅನ್ವೇಷಾ ಸವದಿ 96%, ಸಂಕೇತ ಕಂಬಿ 95%, ಸುಸ್ಮಾ ಇಂಗಳಗಿ 93.28%, ಚೇತನಾ ಕುಲಸಂದೇ 92% ಹಾಗೂ ವಿನಯ ಸವದತ್ತಿ 90.56% ಅಂಕಗಳನ್ನು ಪಡೆದು ಉನ್ನತ ಶ್ರೇಣಿಯಲ್ಲಿ ಉತ್ತೀರ್ಣರಾಗಿದ್ದಾರೆ. ಜೊತೆಗೆ ಮನೀಶ್ಯಾ ಪಠಾಣ್ 85.28%, ಸ್ನೇಹಾ ಬದಿನ 84.64% ಮತ್ತು ಸಂತೋಷ್ ಅಪ್ಪಾಯಿ 84.48% ಅಂಕಗಳನ್ನು ಗಳಿಸಿ ಉತ್ತಮ ಶ್ರೇಣಿಯಲ್ಲಿ ಉತ್ತೀರ್ಣರಾಗಿದ್ದಾರೆ. ಶಾಲೆಯ ಆಡಳಿತ ಮಂಡಳಿಯ ಪದಾಧಿಕಾರಿಗಳು, ಎಲ್ಲಾ ಸದಸ್ಯರು, ಮುಖ್ಯೋಪಾಧ್ಯಾಯರು ಹಾಗೂ ಶಿಕ್ಷಕರು ವಿದ್ಯಾರ್ಥಿಗಳನ್ನು ಅಭಿನಂದಿಸಿ, ಅವರ ಪರಿಶ್ರಮ ಮತ್ತು ಶಿಕ್ಷಕರ ಮಾರ್ಗದರ್ಶನವನ್ನು ಪ್ರಶಂಸಿಸಿದ್ದಾರೆ. ಈ ಸಾಧನೆ ಶಾಲೆಯ ಶ್ರೇಯಸ್ಸನ್ನು ಮತ್ತಷ್ಟು ಹೆಚ್ಚಿಸುವಂತೆ ಮಾಡಿದ್ದು, ಮುಂದಿನ ದಿನಗಳಲ್ಲಿ ಇನ್ನಷ್ಟು ಉತ್ತಮ ಫಲಿತಾಂಶ ನಿರೀಕ್ಷಿಸಲಾಗಿದೆ ಎಂದು ಮುಖ್ಯೋಪಾಧ್ಯಾಯರು ತಿಳಿಸಿದ್ದಾರೆ. ಜ್ಞಾನಗಂಗಾ ಶಿಕ್ಷಣ ಸಂಸ್ಥೆಯ ಹೆಮ್ಮೆಯ ವಿದ್ಯಾರ್ಥಿ ಮತ್ತು ನವದೆಹಲಿಯಲ್ಲಿ ಭಾರತೀಯ ಕೃಷಿ ಸಂಶೋಧನಾ ಸಂಸ್ಥೆ (ಐಎಆರ್ಐ) ನ ಪಿಎಚ್‌ಡಿ ವಿದ್ಯಾರ್ಥಿ ಸುಜಯ್ ಕಡೆಮನಿ ಅವರು ಎಸ್‌ಎಸ್‌ಎಲ್‌ಸಿ ಪರೀಕ್ಷೆಯಲ್ಲಿ 90 ಕ್ಕಿಂತ ಹೆಚ್ಚು ಅಂಕಗಳನ್ನು ಪಡೆದ ಶ್ರೇಯಸ್ಸು ಸಾಧಿಸಿದ ವಿದ್ಯಾರ್ಥಿಗೆ ತಲಾ ರೂ.1,000 ನಗದು ಬಹುಮಾನ ಘೋಷಿಸಿದ್ದಾರೆ. ಐಸಿಎಆರ್ ಮತ್ತು ಕೃಷಿ ಕ್ಷೇತ್ರದ ಪ್ರತಿಷ್ಠಿತ ರಾಷ್ಟ್ರೀಯ ಪರೀಕ್ಷೆಯಲ್ಲಿ ಪ್ರಥಮ ರ‍್ಯಾಂಕ್ ಪಡೆದ ಕಡೆಮನಿ ಅವರು ಭಾರತೀಯ ಕೃಷಿ ಸಂಶೋಧನಾ ಸಂಸ್ಥೆಯಲ್ಲಿ ಉನ್ನತ ವ್ಯಾಸಂಗ ಮಾಡುತ್ತಿದ್ದು, ಮುಂದಿನ ದಿನಗಳಲ್ಲಿ ದೇಶದ ಕೃಷಿ ಕ್ಷೇತ್ರದಲ್ಲಿ ಮಾದರಿ ಯುವಕರಾಗಲು ಶ್ರಮಿಸುತ್ತಿದ್ದಾರೆ. ಇದೊಂದು ನಮ್ಮ ಜ್ಞಾನಗಂಗಾ ಶಾಲೆಗೆ ಹೆಮ್ಮೆಯ ವಿಷಯವಾಗಿದೆ ಎಂದು ಸಂಸ್ಥೆಯ ಪದಾಧಿಕಾರಿಗಳು ಹೇಳಿದರು.: [1151, 894, 1493, 1210]
- karyakrama-col3: ಅಗತ್ಯ ದಾಖಲೆಗಳೊಂದಿಗೆ ಮೇ 23 ರೊಳಗಾಗಿ ಉಪನಿರ್ದೇಶಕರ ಕಾರ್ಯಾಲಯ, ಮಹಿಳಾ ಮತ್ತು ಮಕ್ಕಳ ಅಭಿವೃದ್ದಿ ಇಲಾಖೆ, ಬಾಗಲಕೋಟೆ ಇವರಿಗೆ ಸಲ್ಲಿಸುವಂತೆ ಉಪನಿರ್ದೇಶಕರ ಪ್ರಕಟಣೆಯಲ್ಲಿ ತಿಳಿಸಿದ್ದಾರೆ.: [900, 561, 1131, 628]
- palike-col1: ಕಾಗವಾಡ,ಮೇ,03 : ರಾಜ್ಯದಲ್ಲಿರುವ ಎಲ್ಲಾ ಮಹಾನಗರಪಾಲಿಕೆ,ನಗರಸ್ಥಳೀಯ ಸಂಸ್ಥೆಗಳಲ್ಲಿ ಕಾರ್ಯ ನಿರ್ವಹಿಸುತ್ತಿರುವ ನೌಕರರ ನ್ಯಾಯಯುತ ಬೇಡಿಕೆಗಳನ್ನು ಈಡೇರಿಸುವ ಕುರಿತು ರಾಜ್ಯ ಪೌರ ನೌಕರರ ಸಂಘದ ಪದಾಧಿಕಾರಿಗಳು ಕಾಗವಾಡ ತಹಶೀಲ್ದಾರ ರಾಜೇಶ ಬುರ್ಲಿಯವರಿಗೆ ಮನವಿ ಪತ್ರ ಅರ್ಪಿಸಿದರು. ಅವರು ಕುಶ್ನಾಪಾರದಲ್ಲಿ ತಹಶೀಲ್ದಾರರ ಕಾರ್ಯಾಲಯದ ತರಳಿ ಮನವಿ ಅರ್ಪಿಸಿದ ಬಳಿಕ ಸಂಘದ ಅಧ್ಯಕ್ಷ ಈರಗೌಡ ಪಾಟೀಲ ಮಾತನಾಡಿ ರಾಜ್ಯದಲ್ಲಿರುವ ಎಲ್ಲಾ ಮಹಾನಗರ ಪಾಲಿಕೆ/ನಗರ ಸ್ಥಳೀಯ ಸಂಸ್ಥೆಗಳಲ್ಲಿ ಕಾರ್ಯನಿರ್ವಹಿಸುತ್ತಿರುವ ನೌಕರರ ಬೇಡಿಕೆಗಳಾದ ನಗರ ಸ್ಥಳೀಯ ಸಂಸ್ಥೆಗಳ ನೌಕರರನ್ನು ರಾಜ್ಯ ಸರಕಾರಿ ನೌಕರರೆಂದು ಘೋಷಿಸುವುದು, ರಾಜ್ಯ ಸರಕಾರಿ ನೌಕರರಿಗೆ ದೊರಕುತ್ತಿರುವ ಸೌಲತ್ತುಗಳಾದ ಕೆ.ಜಿ.ಐ.ಡಿ, ಜಿ.ಪಿ.ಎಫ್. ಜ್ಯೋತಿ ಸಂಜೀವಿನಿ ಹಾಗೂ ಕರ್ನಾಟಕ ರಾಜ್ಯಾದ್ಯಂತ ನಗರ: [418, 787, 646, 1046]
- karyakrama-title: ಕಾರ್ಯಕ್ರಮ ಸಂಯೋಜಕರ ಹುದ್ದೆಗೆ ಅರ್ಜಿ ಆಹ್ವಾನ: [527, 518, 1022, 554]
- basava-headline-box: [43, 105, 401, 204]
- mahila-credit: (ಹಸಿರುಕ್ರಾಂತಿ ವರದಿ): [1282, 358, 1362, 372]
- court-sd-advocate: Sd/-: [1186, 2278, 1210, 2291]
- yellow-dot: [1342, 2360, 1356, 2373]
- alpasankhyata-credit: (ಹಸಿರುಕ್ರಾಂತಿ ವರದಿ): [251, 766, 332, 779]
- court-advocate-role: Advocate for Petitioners: [1154, 2308, 1295, 2321]
- dateline: [1309, 50, 1430, 84]
